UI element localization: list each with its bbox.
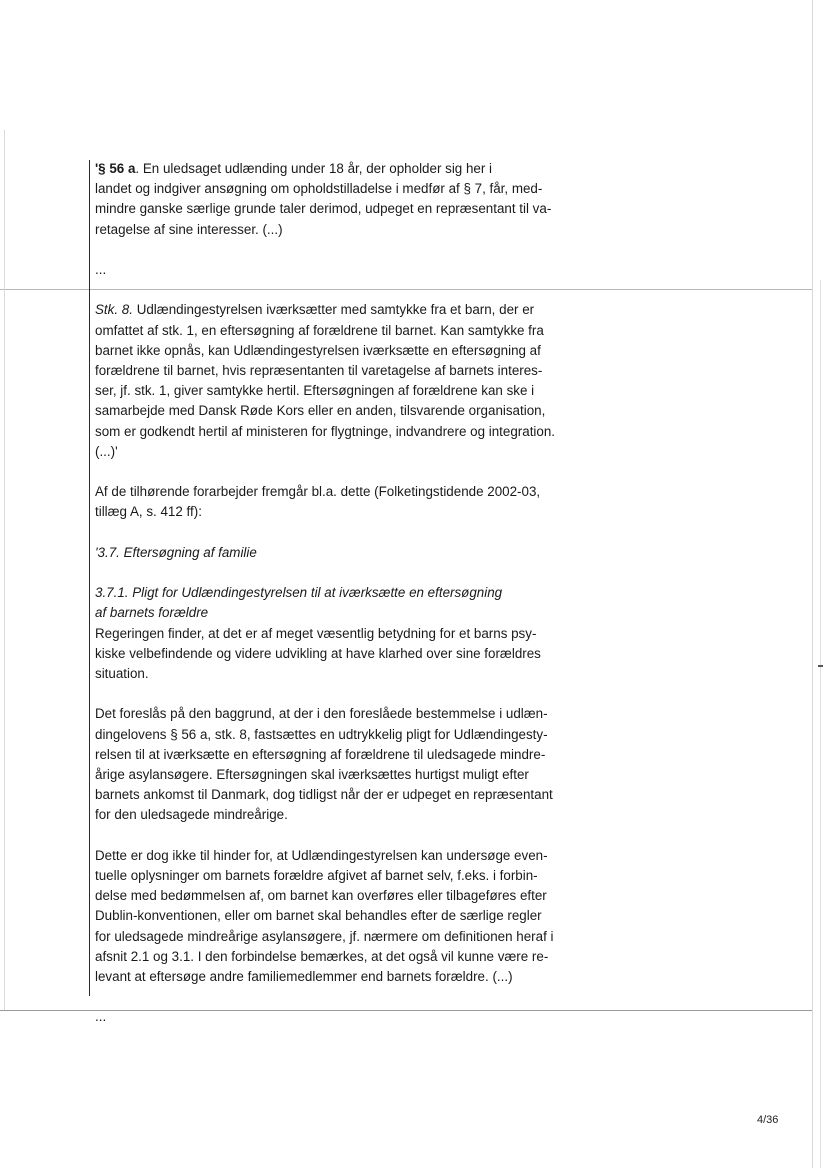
- document-body: [95, 159, 575, 1048]
- quote-margin-bar: [89, 160, 90, 996]
- stk-label: Stk. 8.: [95, 302, 133, 318]
- paragraph-stk-8: Stk. 8. Udlændingestyrelsen iværksætter med samtykke fra et barn, der er omfattet af stk. 1, en eftersøgning af forældrene til barnet. Kan samtykke fra barnet ikke opnås, kan Udlændingestyrelsen iværksætte en eftersøgning af forældrene til barnet, hvis repræsentanten til varetagelse af barnets interes- ser, jf. stk. 1, giver samtykke hertil. Eftersøgningen af forældrene kan ske i samarbejde med Dansk Røde Kors eller en anden, tilsvarende organisation, som er godkendt hertil af ministeren for flygtninge, indvandrere og integration. (...)': [95, 302, 556, 459]
- paragraph-3-7-1: 3.7.1. Pligt for Udlændingestyrelsen til at iværksætte en eftersøgning af barnets forældre Regeringen finder, at det er af meget væsentlig betydning for et barns psy- kiske velbefindende og videre udvikling at have klarhed over sine forældres situation.: [95, 583, 575, 684]
- ellipsis: ...: [95, 1009, 107, 1025]
- scan-mark: [818, 665, 823, 667]
- scan-edge-right-outer: [820, 280, 821, 1168]
- heading-3-7-1: 3.7.1. Pligt for Udlændingestyrelsen til at iværksætte en eftersøgning: [95, 585, 503, 601]
- section-label: '§ 56 a: [95, 161, 136, 176]
- scan-edge-right: [812, 0, 813, 1168]
- page-number: 4/36: [757, 1114, 779, 1126]
- paragraph-forarbejder: Af de tilhørende forarbejder fremgår bl.a. dette (Folketingstidende 2002-03, tillæg A, s. 412 ff):: [95, 484, 541, 520]
- scan-edge-left: [4, 130, 5, 1010]
- ellipsis: ...: [95, 262, 107, 277]
- paragraph-section-56a: '§ 56 a. En uledsaget udlænding under 18 år, der opholder sig her i landet og indgiver ansøgning om opholdstilladelse i medfør af § 7, får, med- mindre ganske særlige grunde taler derimod, udpeget en repræsentant til va- retagelse af sine interesser. (...): [95, 161, 552, 237]
- paragraph-hinder: Dette er dog ikke til hinder for, at Udlændingestyrelsen kan undersøge even- tuelle oplysninger om barnets forældre afgivet af barnet selv, f.eks. i forbin- delse med bedømmelsen af, om barnet kan overføres eller tilbageføres efter Dublin-konventionen, eller om barnet skal behandles efter de særlige regler for uledsagede mindreårige asylansøgere, jf. nærmere om definitionen heraf i afsnit 2.1 og 3.1. I den forbindelse bemærkes, at det også vil kunne være re- levant at eftersøge andre familiemedlemmer end barnets forældre. (...): [95, 847, 554, 985]
- heading-3-7: '3.7. Eftersøgning af familie: [95, 544, 257, 560]
- paragraph-baggrund: Det foreslås på den baggrund, at der i den foreslåede bestemmelse i udlæn- dingelovens § 56 a, stk. 8, fastsættes en udtrykkelig pligt for Udlændingesty- relsen til at iværksætte en eftersøgning af forældrene til uledsagede mindre- årige asylansøgere. Eftersøgningen skal iværksættes hurtigst muligt efter barnets ankomst til Danmark, dog tidligst når der er udpeget en repræsentant for den uledsagede mindreårige.: [95, 706, 553, 823]
